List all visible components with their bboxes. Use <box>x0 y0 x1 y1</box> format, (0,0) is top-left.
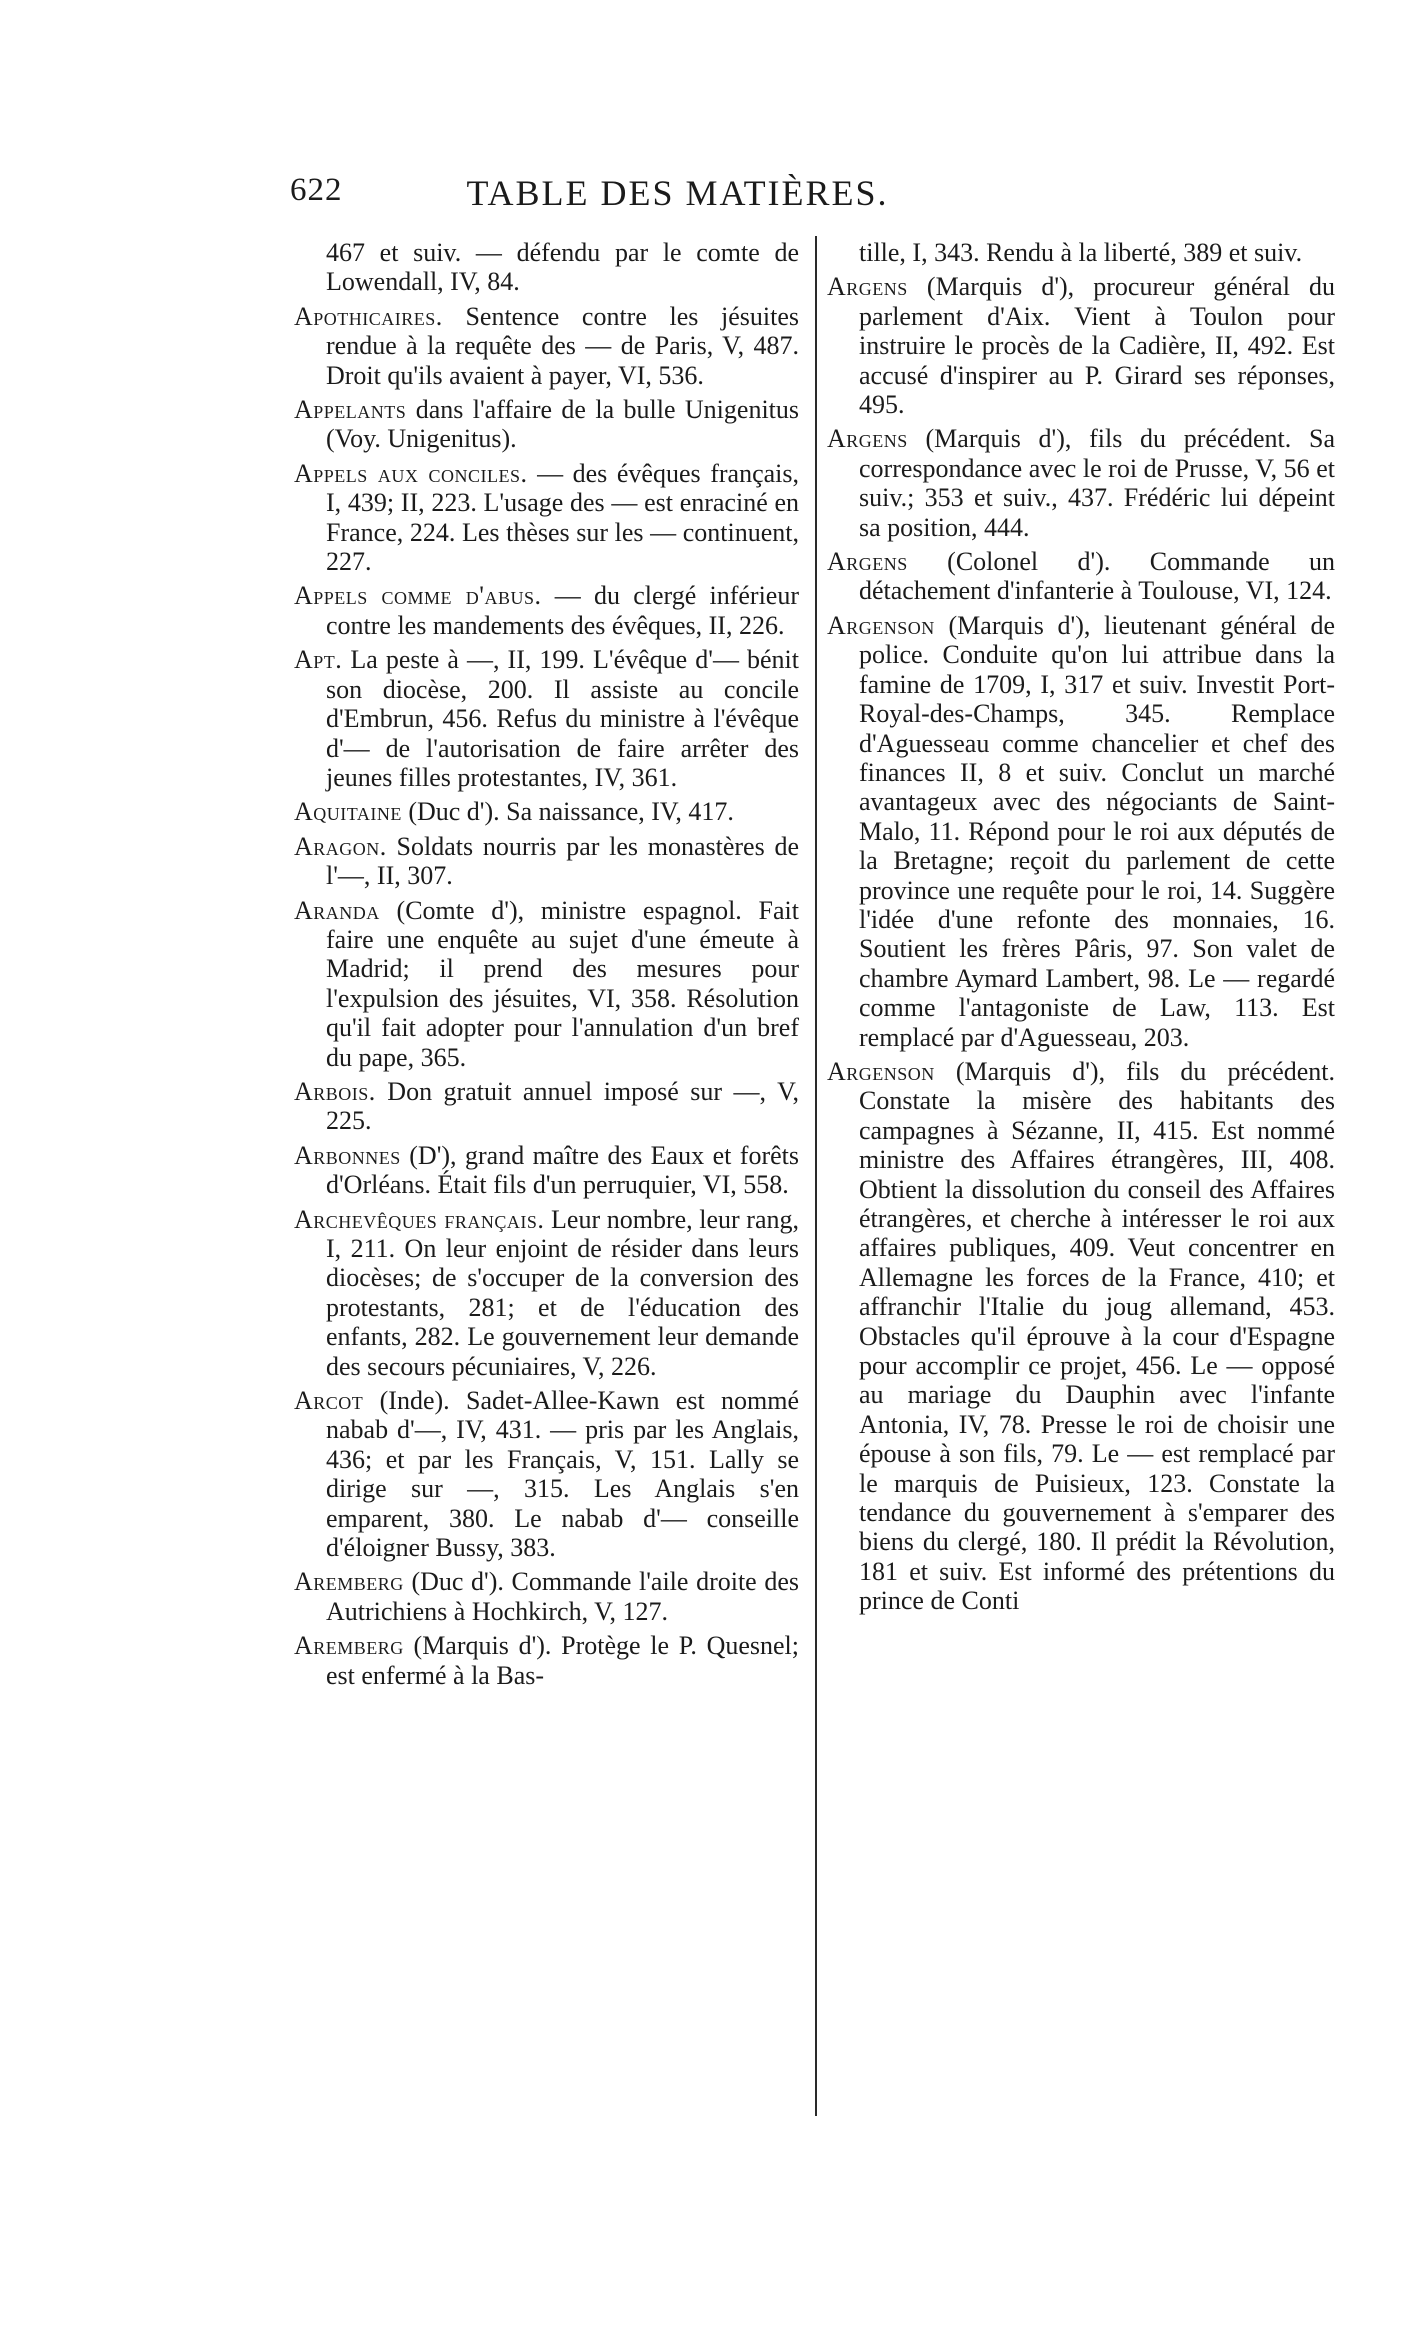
index-entry <box>294 238 799 297</box>
index-entry <box>827 547 1335 606</box>
entry-text: (Comte d'), ministre espagnol. Fait faire une enquête au sujet d'une émeute à Madrid; il prend des mesures pour l'expulsion des jésuites, VI, 358. Résolution qu'il fait adopter pour l'annulation d'un bref du pape, 365. <box>326 895 799 1072</box>
entry-heading: Aremberg <box>294 1567 404 1597</box>
index-entry <box>294 832 799 891</box>
entry-heading: Argens <box>827 424 908 454</box>
entry-text: dans l'affaire de la bulle Unigenitus (Voy. Unigenitus). <box>326 395 800 454</box>
entry-text: (Marquis d'), lieutenant général de police. Conduite qu'on lui attribue dans la famine de 1709, I, 317 et suiv. Investit Port-Royal-des-Champs, 345. Remplace d'Aguesseau comme chancelier et chef des finances II, 8 et suiv. Conclut un marché avantageux avec des négociants de Saint-Malo, 11. Répond pour le roi aux députés de la Bretagne; reçoit du parlement de cette province une requête pour le roi, 14. Suggère l'idée d'une refonte des monnaies, 16. Soutient les frères Pâris, 97. Son valet de chambre Aymard Lambert, 98. Le — regardé comme l'antagoniste de Law, 113. Est remplacé par d'Aguesseau, 203. <box>859 610 1336 1052</box>
entry-text: Don gratuit annuel imposé sur —, V, 225. <box>326 1076 800 1136</box>
index-entry <box>294 1077 799 1136</box>
entry-text: Soldats nourris par les monastères de l'—, II, 307. <box>326 831 799 891</box>
index-entry <box>294 1631 799 1690</box>
entry-heading: Arcot <box>294 1386 364 1416</box>
entry-heading: Appelants <box>294 395 407 425</box>
entry-heading: Aremberg <box>294 1631 404 1661</box>
entry-heading: Archevêques français. <box>294 1204 545 1234</box>
entry-heading: Argenson <box>827 1056 935 1086</box>
entry-text: Leur nombre, leur rang, I, 211. On leur enjoint de résider dans leurs diocèses; de s'occuper de la conversion des protestants, 281; et de l'éducation des enfants, 282. Le gouvernement leur demande des secours pécuniaires, V, 226. <box>326 1204 800 1381</box>
right-column <box>827 238 1335 1621</box>
entry-heading: Apothicaires. <box>294 301 443 331</box>
entry-text: La peste à —, II, 199. L'évêque d'— bénit son diocèse, 200. Il assiste au concile d'Embrun, 456. Refus du ministre à l'évêque d'— de l'autorisation de faire arrêter des jeunes filles protestantes, IV, 361. <box>326 645 800 792</box>
entry-heading: Aranda <box>294 895 380 925</box>
index-entry <box>294 645 799 792</box>
index-entry <box>294 302 799 390</box>
index-entry <box>294 1386 799 1562</box>
left-column <box>294 238 799 1695</box>
index-entry <box>294 459 799 577</box>
index-entry <box>294 395 799 454</box>
index-entry <box>827 272 1335 419</box>
entry-heading: Arbois. <box>294 1076 376 1106</box>
entry-text: Sentence contre les jésuites rendue à la requête des — de Paris, V, 487. Droit qu'ils avaient à payer, VI, 536. <box>326 301 799 390</box>
page-number: 622 <box>290 172 343 208</box>
index-entry <box>294 797 799 826</box>
entry-heading: Argens <box>827 272 908 302</box>
entry-text: tille, I, 343. Rendu à la liberté, 389 et suiv. <box>859 238 1303 267</box>
running-title: TABLE DES MATIÈRES. <box>466 173 889 213</box>
entry-heading: Argenson <box>827 610 935 640</box>
index-entry <box>827 1057 1335 1616</box>
index-entry <box>294 1141 799 1200</box>
entry-heading: Arbonnes <box>294 1140 401 1170</box>
entry-text: — des évêques français, I, 439; II, 223. L'usage des — est enraciné en France, 224. Les thèses sur les — continuent, 227. <box>326 458 799 577</box>
index-entry <box>827 238 1335 267</box>
entry-text: — du clergé inférieur contre les mandements des évêques, II, 226. <box>326 581 800 640</box>
index-entry <box>294 896 799 1072</box>
column-divider <box>815 236 817 2116</box>
entry-text: (Marquis d'), fils du précédent. Sa correspondance avec le roi de Prusse, V, 56 et suiv.; 353 et suiv., 437. Frédéric lui dépeint sa position, 444. <box>859 424 1335 542</box>
index-entry <box>827 424 1335 542</box>
entry-text: (Duc d'). Commande l'aile droite des Autrichiens à Hochkirch, V, 127. <box>326 1567 800 1626</box>
index-entry <box>294 1567 799 1626</box>
index-entry <box>827 611 1335 1052</box>
index-entry <box>294 1205 799 1381</box>
entry-text: (Inde). Sadet-Allee-Kawn est nommé nabab d'—, IV, 431. — pris par les Anglais, 436; et par les Français, V, 151. Lally se dirige sur —, 315. Les Anglais s'en emparent, 380. Le nabab d'— conseille d'éloigner Bussy, 383. <box>326 1386 799 1563</box>
entry-heading: Apt. <box>294 645 343 675</box>
index-entry <box>294 581 799 640</box>
entry-heading: Appels comme d'abus. <box>294 581 542 611</box>
entry-text: (Colonel d'). Commande un détachement d'infanterie à Toulouse, VI, 124. <box>859 547 1335 606</box>
entry-heading: Aragon. <box>294 831 387 861</box>
entry-text: 467 et suiv. — défendu par le comte de Lowendall, IV, 84. <box>326 238 799 297</box>
entry-text: (Duc d'). Sa naissance, IV, 417. <box>408 797 734 827</box>
entry-heading: Aquitaine <box>294 797 402 827</box>
entry-text: (Marquis d'). Protège le P. Quesnel; est enfermé à la Bas- <box>326 1631 799 1690</box>
entry-text: (Marquis d'), fils du précédent. Constate la misère des habitants des campagnes à Sézanne, II, 415. Est nommé ministre des Affaires étrangères, III, 408. Obtient la dissolution du conseil des Affaires étrangères, et cherche à intéresser le roi aux affaires publiques, 409. Veut concentrer en Allemagne les forces de la France, 410; et affranchir l'Italie du joug allemand, 453. Obstacles qu'il éprouve à la cour d'Espagne pour accomplir ce projet, 456. Le — opposé au mariage du Dauphin avec l'infante Antonia, IV, 78. Presse le roi de choisir une épouse à son fils, 79. Le — est remplacé par le marquis de Puisieux, 123. Constate la tendance du gouvernement à s'emparer des biens du clergé, 180. Il prédit la Révolution, 181 et suiv. Est informé des prétentions du prince de Conti <box>859 1056 1335 1616</box>
entry-text: (D'), grand maître des Eaux et forêts d'Orléans. Était fils d'un perruquier, VI, 558. <box>326 1140 799 1200</box>
entry-heading: Appels aux conciles. <box>294 458 528 488</box>
entry-heading: Argens <box>827 547 908 577</box>
entry-text: (Marquis d'), procureur général du parlement d'Aix. Vient à Toulon pour instruire le procès de la Cadière, II, 492. Est accusé d'inspirer au P. Girard ses réponses, 495. <box>859 272 1336 420</box>
page-header <box>290 172 1065 220</box>
